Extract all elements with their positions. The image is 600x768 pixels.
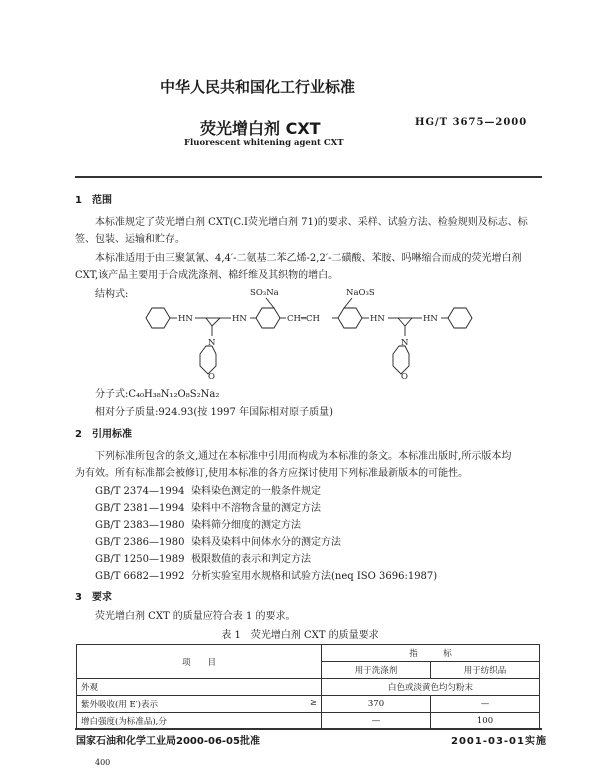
cell-value: 白色或淡黄色均匀粉末 [322, 679, 540, 696]
paragraph: 荧光增白剂 CXT 的质量应符合表 1 的要求。 [95, 611, 296, 622]
chem-o: O [208, 372, 215, 382]
doc-title: 荧光增白剂 CXT [200, 119, 321, 138]
ref-code: GB/T 2383—1980 [95, 520, 185, 531]
cell-value: — [322, 713, 431, 730]
paragraph: 为有效。所有标准都会被修订,使用本标准的各方应探讨使用下列标准最新版本的可能性。 [75, 468, 469, 479]
reference-item [95, 517, 545, 534]
chem-hn: HN [423, 314, 438, 324]
header-detergent: 用于洗涤剂 [322, 662, 431, 679]
footer-rule [75, 728, 542, 730]
header-rule [75, 176, 542, 178]
body-2 [75, 372, 545, 630]
ref-title: 分析实验室用水规格和试验方法(neq ISO 3696:1987) [191, 571, 438, 582]
paragraph: CXT,该产品主要用于合成洗涤剂、棉纤维及其织物的增白。 [75, 270, 339, 281]
molecular-formula: 分子式:C₄₀H₃₈N₁₂O₈S₂Na₂ [95, 389, 220, 400]
ref-code: GB/T 1250—1989 [95, 554, 185, 565]
reference-item [95, 568, 545, 585]
header-textile: 用于纺织品 [431, 662, 540, 679]
header-item: 项 目 [77, 645, 322, 679]
structure-label: 结构式: [95, 289, 129, 300]
chem-n: N [401, 338, 409, 348]
ref-code: GB/T 2386—1980 [95, 537, 185, 548]
ref-title: 极限数值的表示和判定方法 [191, 554, 311, 565]
table-row [77, 679, 540, 696]
cell-item: 增白强度(为标准品),分 [77, 713, 322, 730]
table-row [77, 713, 540, 730]
reference-item [95, 483, 545, 500]
ref-code: GB/T 2374—1994 [95, 486, 185, 497]
chem-o: O [401, 372, 408, 382]
implementation-date: 2001-03-01实施 [451, 736, 547, 747]
section-2-heading: 2 引用标准 [75, 429, 132, 440]
reference-item [95, 551, 545, 568]
cell-item: 外观 [77, 679, 322, 696]
chem-hn: HN [370, 314, 385, 324]
doc-title-en: Fluorescent whitening agent CXT [184, 138, 344, 148]
quality-table [76, 644, 540, 730]
standard-code: HG/T 3675—2000 [415, 117, 528, 128]
table-row [77, 696, 540, 713]
chem-so3na: SO₃Na [250, 288, 279, 298]
reference-item [95, 534, 545, 551]
chem-nao3s: NaO₃S [346, 288, 375, 298]
ref-title: 染料筛分细度的测定方法 [191, 520, 301, 531]
chem-ch-ch: CH═CH [287, 314, 320, 324]
item-text: 紫外吸收(用 E′)表示 [81, 700, 158, 710]
approval-date: 国家石油和化学工业局2000-06-05批准 [76, 736, 260, 747]
paragraph: 下列标准所包含的条文,通过在本标准中引用而构成为本标准的条文。本标准出版时,所示版本均 [95, 451, 512, 462]
org-header: 中华人民共和国化工行业标准 [160, 78, 356, 96]
chem-n: N [208, 338, 216, 348]
molecular-mass: 相对分子质量:924.93(按 1997 年国际相对原子质量) [95, 407, 333, 418]
cell-value: — [431, 696, 540, 713]
ref-code: GB/T 2381—1994 [95, 503, 185, 514]
cell-value: 370 [322, 696, 431, 713]
ref-code: GB/T 6682—1992 [95, 571, 185, 582]
chem-hn: HN [178, 314, 193, 324]
ref-title: 染料中不溶物含量的测定方法 [191, 503, 321, 514]
section-1-heading: 1 范围 [75, 195, 112, 206]
paragraph: 本标准适用于由三聚氯氰、4,4′-二氨基二苯乙烯-2,2′-二磺酸、苯胺、吗啉缩合而成的荧光增白剂 [95, 253, 522, 264]
paragraph: 签、包装、运输和贮存。 [75, 234, 185, 245]
structural-formula [140, 282, 480, 382]
ref-title: 染料及染料中间体水分的测定方法 [191, 537, 341, 548]
page-number: 400 [95, 758, 111, 767]
operator: ≥ [309, 698, 317, 708]
table-caption: 表 1 荧光增白剂 CXT 的质量要求 [221, 630, 379, 641]
header-index: 指 标 [322, 645, 540, 662]
paragraph: 本标准规定了荧光增白剂 CXT(C.I荧光增白剂 71)的要求、采样、试验方法、检验规则及标志、标 [95, 217, 528, 228]
section-3-heading: 3 要求 [75, 592, 112, 603]
reference-item [95, 500, 545, 517]
chem-hn: HN [232, 314, 247, 324]
ref-title: 染料染色测定的一般条件规定 [191, 486, 321, 497]
cell-value: 100 [431, 713, 540, 730]
cell-item [77, 696, 322, 713]
